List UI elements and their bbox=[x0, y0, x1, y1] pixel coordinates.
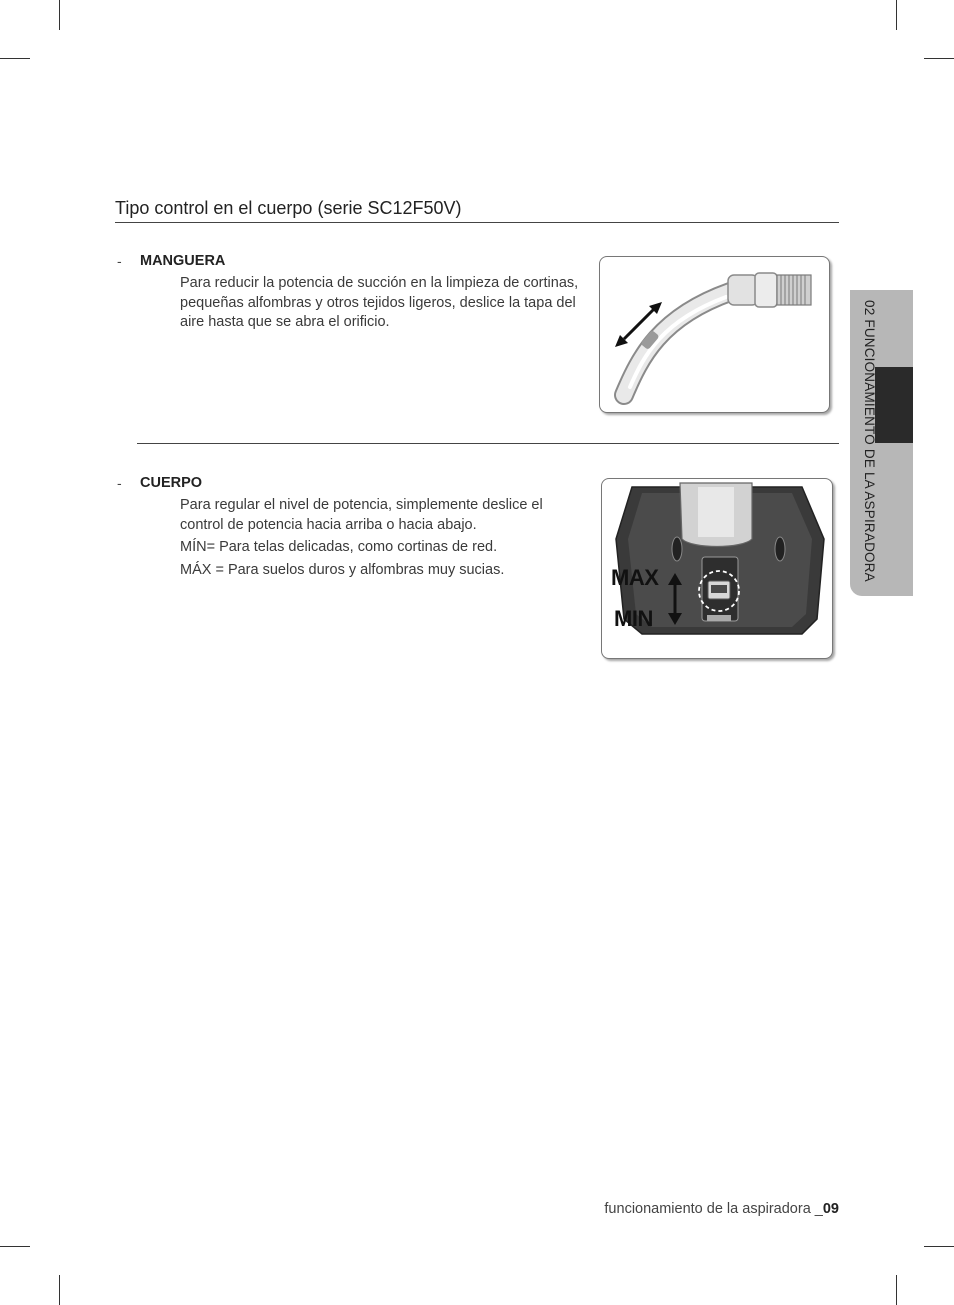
chapter-tab-label: 02 FUNCIONAMIENTO DE LA ASPIRADORA bbox=[862, 300, 877, 582]
item-text-cuerpo bbox=[180, 496, 580, 580]
paragraph: Para reducir la potencia de succión en la limpieza de cortinas, pequeñas alfombras y otros tejidos ligeros, deslice la tapa del aire hasta que se abra el orificio. bbox=[180, 275, 579, 330]
max-label: MAX bbox=[611, 565, 659, 590]
crop-mark bbox=[896, 0, 897, 30]
hose-illustration bbox=[600, 257, 829, 412]
chapter-tab-marker bbox=[875, 367, 913, 443]
bullet-dash: - bbox=[117, 253, 122, 269]
crop-mark bbox=[59, 1275, 60, 1305]
footer-text: funcionamiento de la aspiradora _ bbox=[604, 1201, 823, 1217]
chapter-tab bbox=[850, 290, 913, 596]
section-divider bbox=[137, 443, 839, 444]
page-number: 09 bbox=[822, 1201, 839, 1217]
page-footer bbox=[604, 1201, 839, 1217]
crop-mark bbox=[924, 1246, 954, 1247]
crop-mark bbox=[896, 1275, 897, 1305]
item-heading-manguera: MANGUERA bbox=[140, 253, 226, 269]
section-title: Tipo control en el cuerpo (serie SC12F50V) bbox=[115, 198, 462, 218]
crop-mark bbox=[924, 58, 954, 59]
paragraph: MÁX = Para suelos duros y alfombras muy sucias. bbox=[180, 561, 505, 578]
bullet-dash: - bbox=[117, 475, 122, 491]
paragraph: Para regular el nivel de potencia, simplemente deslice el control de potencia hacia arriba o hacia abajo. bbox=[180, 497, 543, 533]
title-rule bbox=[115, 222, 839, 223]
crop-mark bbox=[59, 0, 60, 30]
body-figure bbox=[601, 478, 833, 659]
item-heading-cuerpo: CUERPO bbox=[140, 475, 203, 491]
min-label: MIN bbox=[614, 606, 653, 631]
crop-mark bbox=[0, 1246, 30, 1247]
paragraph: MÍN= Para telas delicadas, como cortinas de red. bbox=[180, 539, 498, 555]
item-text-manguera bbox=[180, 274, 594, 333]
crop-mark bbox=[0, 58, 30, 59]
hose-figure bbox=[599, 256, 830, 413]
